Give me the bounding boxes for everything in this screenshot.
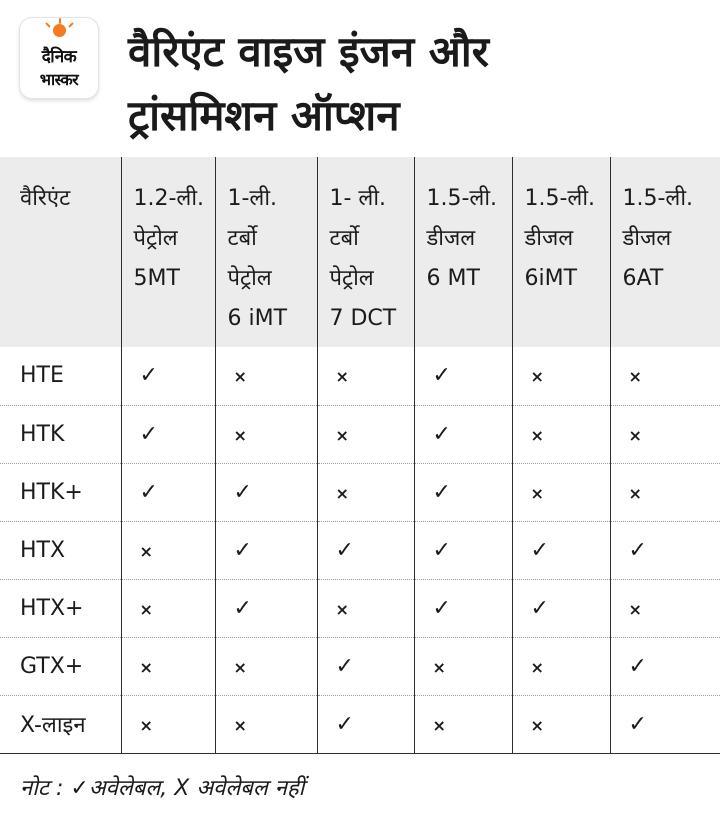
check-icon: ✓ [139,363,158,389]
header-line: डीजल [524,226,574,251]
availability-cell [610,521,720,579]
column-header-option-6 [610,157,720,347]
header-line: 6 iMT [227,306,288,331]
availability-cell [317,637,414,695]
header-line: पेट्रोल [329,266,374,291]
header-line: 5MT [133,266,180,291]
availability-cell [215,463,317,521]
availability-cell [512,695,610,753]
sun-icon [53,24,66,37]
availability-cell [414,405,512,463]
variant-name-cell: X-लाइन [0,695,121,753]
availability-cell [317,695,414,753]
availability-cell [317,463,414,521]
variant-name-cell: HTE [0,347,121,405]
availability-cell [215,347,317,405]
header-line: टर्बो [329,226,359,251]
availability-cell [512,521,610,579]
availability-cell [215,405,317,463]
availability-cell [317,405,414,463]
column-header-option-4 [414,157,512,347]
header-line: टर्बो [227,226,257,251]
availability-cell [610,463,720,521]
cross-icon: × [233,657,247,677]
variant-name-cell: GTX+ [0,637,121,695]
header-line: 1.5-ली. [426,186,498,211]
availability-cell [121,347,215,405]
availability-cell [512,637,610,695]
variant-name-cell: HTK+ [0,463,121,521]
footnote: नोट : ✓अवेलेबल, X अवेलेबल नहीं [20,776,305,801]
check-icon: ✓ [432,595,451,621]
header-line: 6 MT [426,266,480,291]
availability-cell [610,695,720,753]
variant-name-cell: HTX+ [0,579,121,637]
availability-cell [512,463,610,521]
availability-cell [121,637,215,695]
sun-ray [45,22,51,28]
cross-icon: × [628,367,642,387]
title-line-2: ट्रांसमिशन ऑप्शन [128,91,400,140]
column-header-option-1 [121,157,215,347]
cross-icon: × [432,715,446,735]
check-icon: ✓ [233,537,252,563]
check-icon: ✓ [432,363,451,389]
cross-icon: × [335,425,349,445]
availability-cell [512,405,610,463]
table-row [0,463,720,521]
check-icon: ✓ [530,595,549,621]
table-row [0,695,720,753]
availability-cell [414,521,512,579]
table-row [0,579,720,637]
availability-cell [121,405,215,463]
cross-icon: × [628,425,642,445]
cross-icon: × [233,367,247,387]
header-line: 1-ली. [227,186,278,211]
variant-name-cell: HTK [0,405,121,463]
availability-cell [121,521,215,579]
availability-cell [414,347,512,405]
check-icon: ✓ [233,479,252,505]
availability-cell [610,347,720,405]
availability-cell [317,347,414,405]
cross-icon: × [530,715,544,735]
header-line: 6iMT [524,266,578,291]
availability-cell [121,463,215,521]
cross-icon: × [530,425,544,445]
availability-cell [414,463,512,521]
variant-table-container [0,157,720,754]
column-header-variant [0,157,121,347]
availability-cell [512,347,610,405]
cross-icon: × [628,599,642,619]
availability-cell [512,579,610,637]
cross-icon: × [335,483,349,503]
table-body [0,347,720,753]
page-title [128,20,708,148]
cross-icon: × [628,483,642,503]
table-row [0,405,720,463]
availability-cell [414,695,512,753]
column-header-option-2 [215,157,317,347]
header-line: वैरिएंट [20,186,71,211]
header-line: डीजल [622,226,672,251]
availability-cell [414,579,512,637]
availability-cell [610,579,720,637]
header-line: 6AT [622,266,664,291]
availability-cell [317,521,414,579]
check-icon: ✓ [335,537,354,563]
dainik-bhaskar-logo [20,18,98,98]
cross-icon: × [139,715,153,735]
availability-cell [215,579,317,637]
availability-cell [215,695,317,753]
check-icon: ✓ [335,653,354,679]
check-icon: ✓ [432,479,451,505]
cross-icon: × [530,483,544,503]
check-icon: ✓ [432,421,451,447]
check-icon: ✓ [139,421,158,447]
header-line: 1- ली. [329,186,387,211]
check-icon: ✓ [530,537,549,563]
availability-cell [317,579,414,637]
cross-icon: × [233,715,247,735]
header-line: डीजल [426,226,476,251]
header-line: 1.5-ली. [524,186,596,211]
cross-icon: × [139,657,153,677]
header-line: पेट्रोल [227,266,272,291]
cross-icon: × [139,541,153,561]
header-line: 7 DCT [329,306,397,331]
variant-name-cell: HTX [0,521,121,579]
availability-cell [215,637,317,695]
table-row [0,347,720,405]
column-header-option-5 [512,157,610,347]
check-icon: ✓ [628,537,647,563]
table-row [0,637,720,695]
column-header-option-3 [317,157,414,347]
header-line: 1.5-ली. [622,186,694,211]
check-icon: ✓ [628,711,647,737]
cross-icon: × [432,657,446,677]
table-row [0,521,720,579]
availability-cell [121,579,215,637]
cross-icon: × [530,367,544,387]
cross-icon: × [139,599,153,619]
availability-cell [610,637,720,695]
logo-line-1: दैनिक [41,47,77,67]
logo-line-2: भास्कर [39,70,79,89]
table-header-row [0,157,720,347]
cross-icon: × [335,367,349,387]
availability-cell [215,521,317,579]
check-icon: ✓ [628,653,647,679]
availability-cell [121,695,215,753]
cross-icon: × [530,657,544,677]
availability-cell [610,405,720,463]
availability-cell [414,637,512,695]
sun-ray [68,22,74,28]
cross-icon: × [233,425,247,445]
check-icon: ✓ [335,711,354,737]
variant-engine-table [0,157,720,754]
check-icon: ✓ [432,537,451,563]
cross-icon: × [335,599,349,619]
check-icon: ✓ [139,479,158,505]
check-icon: ✓ [233,595,252,621]
header-line: पेट्रोल [133,226,178,251]
header-line: 1.2-ली. [133,186,205,211]
title-line-1: वैरिएंट वाइज इंजन और [128,27,489,76]
sun-ray [59,18,61,24]
